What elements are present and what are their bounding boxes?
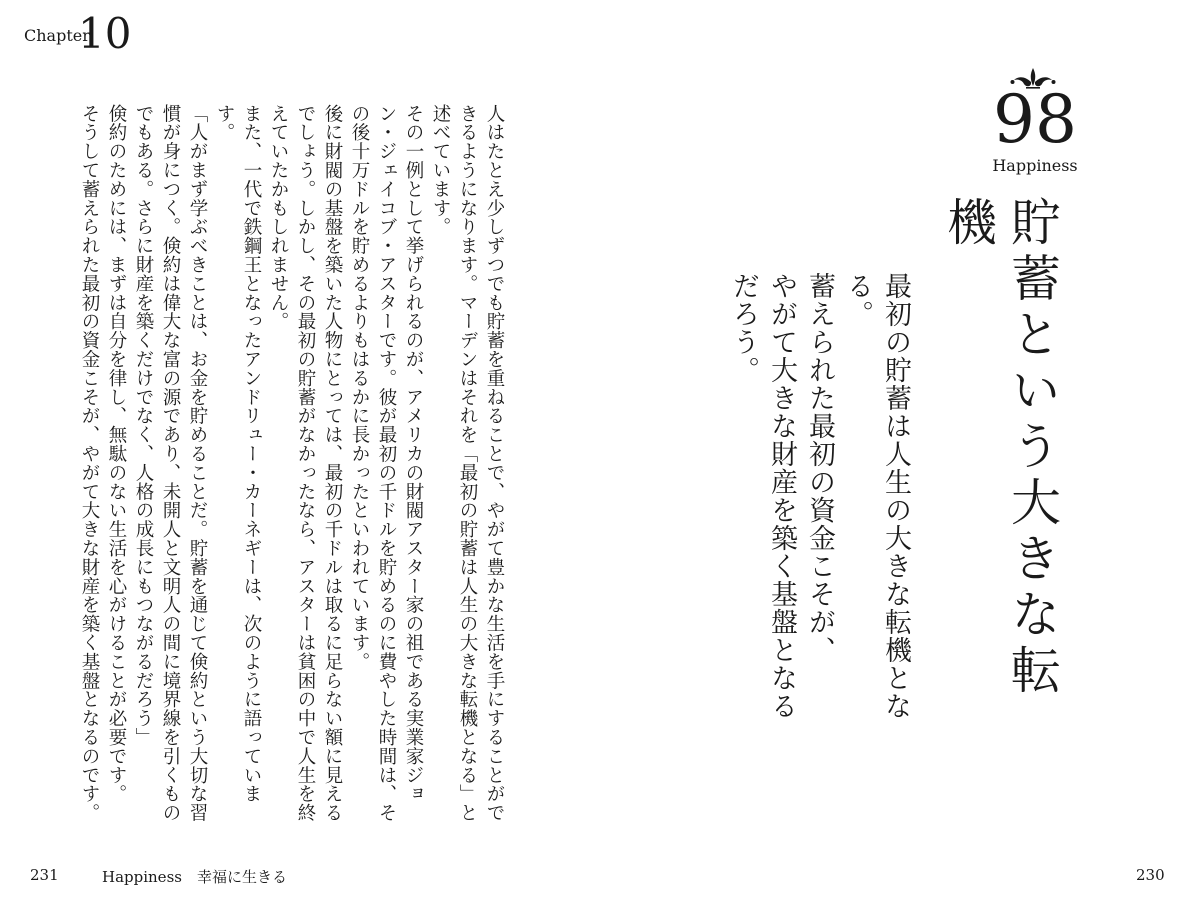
- chapter-number: 10: [78, 9, 132, 58]
- lead-line: 最初の貯蓄は人生の大きな転機となる。: [842, 272, 911, 720]
- body-text: [66, 104, 508, 824]
- body-paragraph: 後に財閥の基盤を築いた人物にとっては、最初の千ドルは取るに足らない額に見えるでしょう。しかし、その最初の貯蓄がなかったなら、アスターは貧困の中で人生を終えていたかもしれません。: [268, 104, 343, 823]
- lead-text: [728, 272, 914, 742]
- body-paragraph: 倹約のためには、まずは自分を律し、無駄のない生活を心がけることが必要です。: [106, 104, 127, 804]
- running-head: Happiness 幸福に生きる: [102, 868, 287, 886]
- body-paragraph: 人はたとえ少しずつでも貯蓄を重ねることで、やがて豊かな生活を手にすることができるようになります。マーデンはそれを「最初の貯蓄は人生の大きな転機となる」と述べています。: [430, 104, 505, 823]
- left-page-number: 231: [30, 866, 59, 884]
- body-paragraph: また、一代で鉄鋼王となったアンドリュー・カーネギーは、次のように語っています。: [214, 104, 262, 804]
- body-paragraph: 「人がまず学ぶべきことは、お金を貯めることだ。貯蓄を通じて倹約という大切な習慣が身につく。倹約は偉大な富の源であり、未開人と文明人の間に境界線を引くものでもある。さらに財産を築くだけでなく、人格の成長にもつながるだろう」: [133, 104, 208, 823]
- entry-title: 貯蓄という大きな転機: [939, 196, 1061, 700]
- lead-line: 蓄えられた最初の資金こそが、: [804, 272, 835, 664]
- body-paragraph: そうして蓄えられた最初の資金こそが、やがて大きな財産を築く基盤となるのです。: [79, 104, 100, 823]
- right-page-number: 230: [1136, 866, 1165, 884]
- entry-category: Happiness: [992, 156, 1078, 175]
- entry-number: 98: [993, 81, 1077, 158]
- body-paragraph: その一例として挙げられるのが、アメリカの財閥アスター家の祖である実業家ジョン・ジェイコブ・アスターです。彼が最初の千ドルを貯めるのに費やした時間は、その後十万ドルを貯めるよりもはるかに長かったといわれています。: [349, 104, 424, 823]
- chapter-label: Chapter: [24, 26, 90, 45]
- lead-line: やがて大きな財産を築く基盤となるだろう。: [728, 272, 797, 720]
